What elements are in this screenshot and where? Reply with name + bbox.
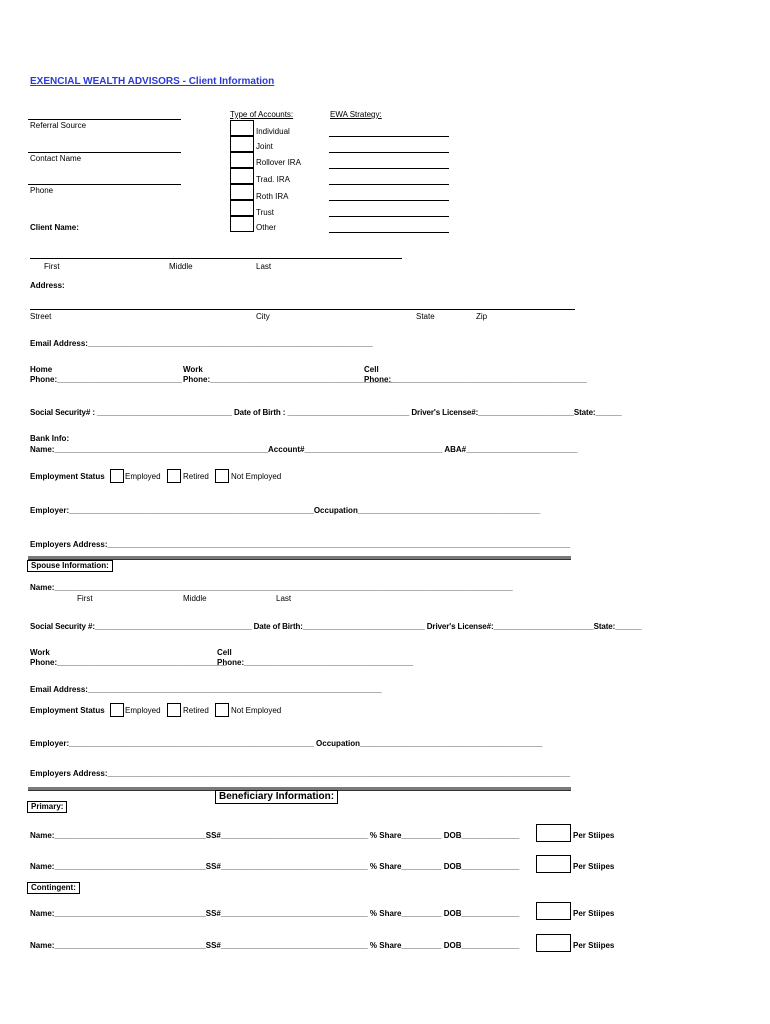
client-middle-label: Middle [169,262,193,271]
contingent-beneficiary-row-1[interactable]: Name:__________________________________SS#_________________________________ % Share_________ DOB_____________ [30,909,520,918]
spouse-not-employed-label: Not Employed [231,706,282,715]
ewa-strategy-line-6[interactable] [329,216,449,217]
employment-status-label: Employment Status [30,472,105,481]
per-stirpes-label-4: Per Stiipes [573,941,615,950]
account-option-other: Other [256,223,277,232]
individual-checkbox[interactable] [230,120,254,136]
home-phone-field[interactable]: Phone:____________________________ [30,375,182,384]
type-of-accounts-heading: Type of Accounts: [230,110,294,119]
per-stirpes-label-2: Per Stiipes [573,862,615,871]
ewa-strategy-line-1[interactable] [329,136,449,137]
referral-source-label: Referral Source [30,121,87,130]
cell-label: Cell [364,365,379,374]
spouse-last-label: Last [276,594,292,603]
client-first-label: First [44,262,60,271]
trust-checkbox[interactable] [230,200,254,216]
contact-name-label: Contact Name [30,154,82,163]
employed-label: Employed [125,472,161,481]
spouse-cell-phone-field[interactable]: Phone:______________________________________ [217,658,414,667]
client-last-label: Last [256,262,272,271]
primary-beneficiary-row-2[interactable]: Name:__________________________________SS#_________________________________ % Share_________ DOB_____________ [30,862,520,871]
employed-checkbox[interactable] [110,469,124,483]
spouse-retired-label: Retired [183,706,209,715]
spouse-cell-label: Cell [217,648,232,657]
address-label: Address: [30,281,65,290]
account-option-trad-ira: Trad. IRA [256,175,290,184]
spouse-section-header: Spouse Information: [27,560,113,572]
ewa-strategy-line-3[interactable] [329,168,449,169]
referral-source-line[interactable] [28,119,181,120]
address-city-label: City [256,312,270,321]
spouse-email-field[interactable]: Email Address:__________________________________________________________________ [30,685,382,694]
per-stirpes-checkbox-4[interactable] [536,934,571,952]
per-stirpes-checkbox-1[interactable] [536,824,571,842]
rollover-ira-checkbox[interactable] [230,152,254,168]
roth-ira-checkbox[interactable] [230,184,254,200]
address-zip-label: Zip [476,312,488,321]
per-stirpes-label-1: Per Stiipes [573,831,615,840]
spouse-middle-label: Middle [183,594,207,603]
account-option-individual: Individual [256,127,290,136]
not-employed-label: Not Employed [231,472,282,481]
contact-name-line[interactable] [28,152,181,153]
retired-label: Retired [183,472,209,481]
joint-checkbox[interactable] [230,136,254,152]
email-field[interactable]: Email Address:________________________________________________________________ [30,339,373,348]
spouse-employers-address-row[interactable]: Employers Address:________________________________________________________________________________________________________ [30,769,571,778]
address-line[interactable] [30,309,575,310]
spouse-work-phone-field[interactable]: Phone:______________________________________ [30,658,227,667]
per-stirpes-checkbox-3[interactable] [536,902,571,920]
spouse-employer-row[interactable]: Employer:_______________________________________________________ Occupation_________________________________________ [30,739,543,748]
contingent-beneficiary-row-2[interactable]: Name:__________________________________SS#_________________________________ % Share_________ DOB_____________ [30,941,520,950]
retired-checkbox[interactable] [167,469,181,483]
ewa-strategy-line-2[interactable] [329,152,449,153]
primary-label: Primary: [27,801,67,813]
bank-info-label: Bank Info: [30,434,70,443]
spouse-employed-checkbox[interactable] [110,703,124,717]
client-name-label: Client Name: [30,223,79,232]
employers-address-row[interactable]: Employers Address:________________________________________________________________________________________________________ [30,540,571,549]
address-street-label: Street [30,312,52,321]
spouse-employment-status-label: Employment Status [30,706,105,715]
per-stirpes-label-3: Per Stiipes [573,909,615,918]
phone-label: Phone [30,186,54,195]
phone-line[interactable] [28,184,181,185]
primary-beneficiary-row-1[interactable]: Name:__________________________________SS#_________________________________ % Share_________ DOB_____________ [30,831,520,840]
home-label: Home [30,365,53,374]
spouse-social-security-row[interactable]: Social Security #:____________________________________ Date of Birth:____________________________ Driver's License#:_______________________State:______ [30,622,642,631]
per-stirpes-checkbox-2[interactable] [536,855,571,873]
spouse-not-employed-checkbox[interactable] [215,703,229,717]
spouse-first-label: First [77,594,93,603]
ewa-strategy-line-5[interactable] [329,200,449,201]
page-title: EXENCIAL WEALTH ADVISORS - Client Information [30,76,275,87]
account-option-rollover-ira: Rollover IRA [256,158,301,167]
spouse-name-row[interactable]: Name:_______________________________________________________________________________________________________ [30,583,513,592]
work-phone-field[interactable]: Phone:_________________________________________ [183,375,393,384]
client-name-line[interactable] [30,258,402,259]
account-option-roth-ira: Roth IRA [256,192,289,201]
beneficiary-section-header: Beneficiary Information: [215,790,338,804]
bank-row[interactable]: Name:________________________________________________Account#_______________________________ ABA#_________________________ [30,445,578,454]
trad-ira-checkbox[interactable] [230,168,254,184]
not-employed-checkbox[interactable] [215,469,229,483]
ewa-strategy-line-7[interactable] [329,232,449,233]
social-security-row[interactable]: Social Security# : _______________________________ Date of Birth : ____________________________ Driver's License#:______________________State:______ [30,408,622,417]
ewa-strategy-heading: EWA Strategy: [330,110,382,119]
address-state-label: State [416,312,435,321]
cell-phone-field[interactable]: Phone:____________________________________________ [364,375,587,384]
contingent-label: Contingent: [27,882,80,894]
spouse-work-label: Work [30,648,50,657]
account-option-joint: Joint [256,142,273,151]
other-checkbox[interactable] [230,216,254,232]
ewa-strategy-line-4[interactable] [329,184,449,185]
spouse-retired-checkbox[interactable] [167,703,181,717]
account-option-trust: Trust [256,208,274,217]
employer-row[interactable]: Employer:_______________________________________________________Occupation_________________________________________ [30,506,541,515]
work-label: Work [183,365,203,374]
spouse-employed-label: Employed [125,706,161,715]
